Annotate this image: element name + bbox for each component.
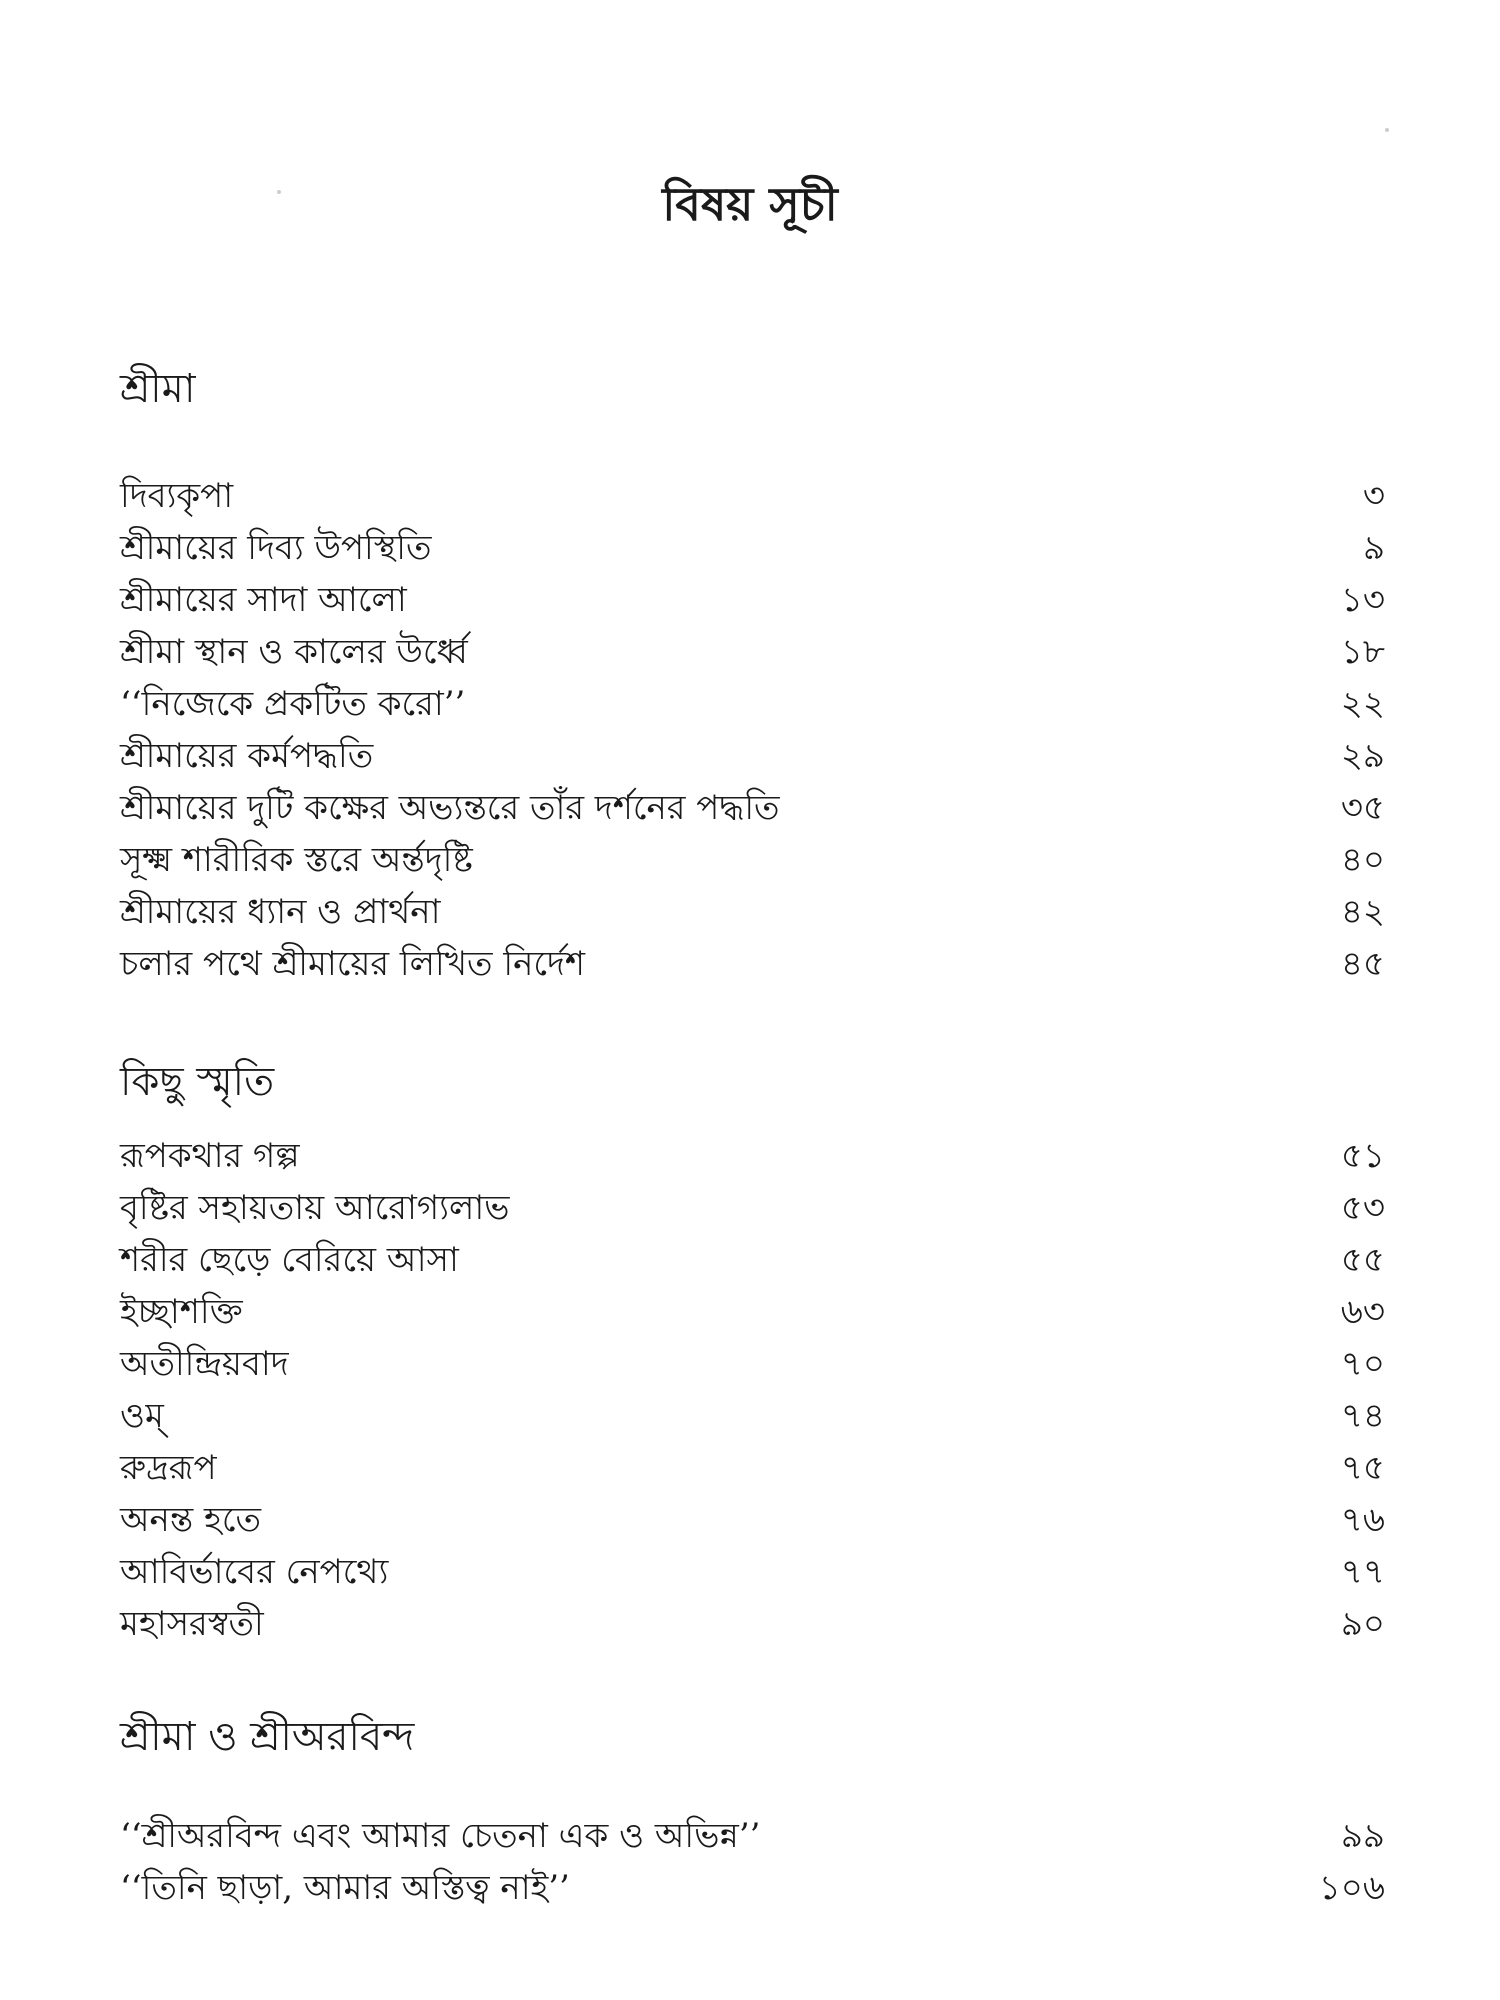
toc-entry[interactable] <box>120 1598 1385 1650</box>
toc-entry[interactable] <box>120 678 1385 730</box>
entry-title: ওম্ <box>120 1396 164 1436</box>
entry-title: শ্রীমায়ের ধ্যান ও প্রার্থনা <box>120 892 441 932</box>
entry-page-number: ৯ <box>1362 528 1385 568</box>
entry-title: বৃষ্টির সহায়তায় আরোগ্যলাভ <box>120 1188 510 1228</box>
entry-title: রুদ্ররূপ <box>120 1448 217 1488</box>
toc-entry[interactable] <box>120 782 1385 834</box>
entry-page-number: ৩ <box>1362 476 1385 516</box>
entry-title: দিব্যকৃপা <box>120 476 234 516</box>
toc-entry[interactable] <box>120 886 1385 938</box>
toc-entry[interactable] <box>120 522 1385 574</box>
entry-page-number: ৬৩ <box>1340 1292 1385 1332</box>
toc-entry[interactable] <box>120 938 1385 990</box>
entry-title: শ্রীমায়ের কর্মপদ্ধতি <box>120 736 374 776</box>
entry-title: ‘‘নিজেকে প্রকটিত করো’’ <box>120 684 466 724</box>
entry-page-number: ৭৫ <box>1340 1448 1385 1488</box>
entry-title: শ্রীমা স্থান ও কালের উর্ধ্বে <box>120 632 468 672</box>
entry-title: আবির্ভাবের নেপথ্যে <box>120 1552 389 1592</box>
section-entries-memories <box>120 1130 1385 1650</box>
entry-title: শরীর ছেড়ে বেরিয়ে আসা <box>120 1240 459 1280</box>
section-heading-srima-and-sriaurobindo: শ্রীমা ও শ্রীঅরবিন্দ <box>120 1714 415 1760</box>
toc-entry[interactable] <box>120 1390 1385 1442</box>
toc-entry[interactable] <box>120 1286 1385 1338</box>
section-entries-srima <box>120 470 1385 990</box>
toc-entry[interactable] <box>120 1494 1385 1546</box>
entry-page-number: ৭০ <box>1340 1344 1385 1384</box>
entry-title: ‘‘তিনি ছাড়া, আমার অস্তিত্ব নাই’’ <box>120 1868 570 1908</box>
page-title: বিষয় সূচী <box>662 177 838 231</box>
toc-entry[interactable] <box>120 1182 1385 1234</box>
toc-entry[interactable] <box>120 574 1385 626</box>
entry-page-number: ৫৫ <box>1340 1240 1385 1280</box>
paper-speck <box>1385 128 1389 132</box>
entry-page-number: ৫১ <box>1340 1136 1385 1176</box>
toc-entry[interactable] <box>120 1546 1385 1598</box>
entry-page-number: ১৮ <box>1340 632 1385 672</box>
toc-entry[interactable] <box>120 834 1385 886</box>
entry-page-number: ১০৬ <box>1318 1868 1385 1908</box>
section-entries-srima-and-sriaurobindo <box>120 1810 1385 1914</box>
section-heading-srima: শ্রীমা <box>120 366 196 412</box>
entry-title: অতীন্দ্রিয়বাদ <box>120 1344 289 1384</box>
entry-title: ইচ্ছাশক্তি <box>120 1292 243 1332</box>
entry-page-number: ৪২ <box>1340 892 1385 932</box>
entry-title: মহাসরস্বতী <box>120 1604 264 1644</box>
toc-entry[interactable] <box>120 1810 1385 1862</box>
entry-title: সূক্ষ্ম শারীরিক স্তরে অর্ন্তদৃষ্টি <box>120 840 473 880</box>
entry-title: শ্রীমায়ের দিব্য উপস্থিতি <box>120 528 432 568</box>
entry-page-number: ৭৪ <box>1340 1396 1385 1436</box>
entry-page-number: ৯৯ <box>1340 1816 1385 1856</box>
entry-title: ‘‘শ্রীঅরবিন্দ এবং আমার চেতনা এক ও অভিন্ন’’ <box>120 1816 761 1856</box>
entry-title: চলার পথে শ্রীমায়ের লিখিত নির্দেশ <box>120 944 586 984</box>
entry-title: শ্রীমায়ের দুটি কক্ষের অভ্যন্তরে তাঁর দর্শনের পদ্ধতি <box>120 788 780 828</box>
entry-title: শ্রীমায়ের সাদা আলো <box>120 580 407 620</box>
entry-page-number: ২৯ <box>1340 736 1385 776</box>
toc-entry[interactable] <box>120 1862 1385 1914</box>
toc-entry[interactable] <box>120 1130 1385 1182</box>
entry-page-number: ৫৩ <box>1340 1188 1385 1228</box>
toc-entry[interactable] <box>120 626 1385 678</box>
toc-entry[interactable] <box>120 1442 1385 1494</box>
toc-entry[interactable] <box>120 470 1385 522</box>
toc-entry[interactable] <box>120 730 1385 782</box>
entry-page-number: ৯০ <box>1340 1604 1385 1644</box>
entry-title: রূপকথার গল্প <box>120 1136 300 1176</box>
entry-page-number: ৪০ <box>1340 840 1385 880</box>
entry-page-number: ৭৭ <box>1340 1552 1385 1592</box>
entry-page-number: ২২ <box>1340 684 1385 724</box>
toc-entry[interactable] <box>120 1338 1385 1390</box>
entry-title: অনন্ত হতে <box>120 1500 262 1540</box>
entry-page-number: ৪৫ <box>1340 944 1385 984</box>
entry-page-number: ৩৫ <box>1340 788 1385 828</box>
toc-entry[interactable] <box>120 1234 1385 1286</box>
entry-page-number: ৭৬ <box>1340 1500 1385 1540</box>
section-heading-memories: কিছু স্মৃতি <box>120 1059 275 1105</box>
entry-page-number: ১৩ <box>1340 580 1385 620</box>
